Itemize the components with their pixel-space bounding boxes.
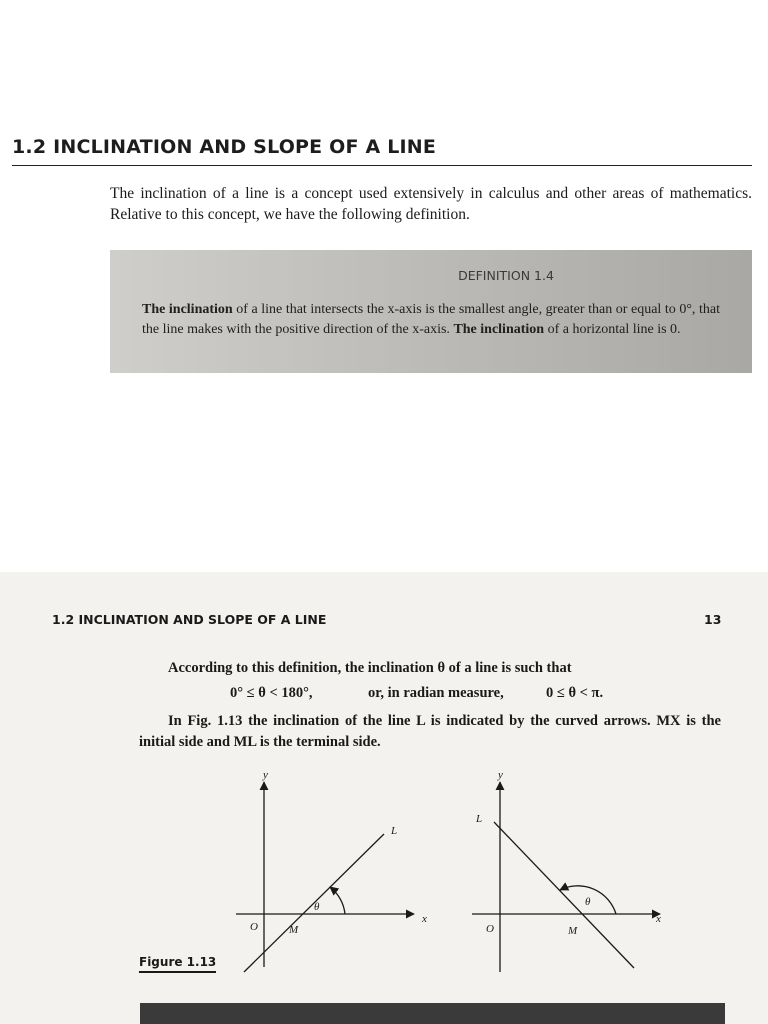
equation-connector: or, in radian measure, [368, 685, 504, 701]
definition-box [110, 250, 752, 373]
left-y-label: y [263, 769, 268, 781]
definition-body-1: of a line that intersects the x-axis is the smallest angle, greater than or equal to 0°, that the line makes with the positive direction of the x-axis. [142, 302, 720, 337]
figure-1-13 [0, 572, 768, 992]
right-diagram [472, 782, 660, 972]
left-line-label: L [391, 825, 398, 837]
intro-paragraph: The inclination of a line is a concept used extensively in calculus and other areas of mathematics. Relative to this concept, we have the following definition. [110, 185, 752, 223]
left-angle-arrow [330, 887, 345, 914]
section-title: 1.2 INCLINATION AND SLOPE OF A LINE [12, 136, 437, 158]
left-point-label: M [289, 924, 299, 936]
definition-body-2: of a horizontal line is 0. [544, 322, 681, 337]
paragraph-2: In Fig. 1.13 the inclination of the line L is indicated by the curved arrows. MX is the initial side and ML is the terminal side. [139, 713, 721, 750]
right-line-label: L [476, 813, 483, 825]
definition-text [142, 300, 720, 340]
left-angle-label: θ [314, 901, 320, 913]
left-x-label: x [422, 913, 427, 925]
left-diagram [236, 782, 414, 972]
right-point-label: M [568, 925, 578, 937]
next-page-edge [140, 1003, 725, 1024]
paragraph-1: According to this definition, the inclination θ of a line is such that [168, 660, 572, 676]
figure-label: Figure 1.13 [139, 955, 216, 973]
right-angle-label: θ [585, 896, 591, 908]
right-line-l [494, 822, 634, 968]
left-origin-label: O [250, 921, 258, 933]
definition-term: The inclination [142, 302, 233, 317]
running-head: 1.2 INCLINATION AND SLOPE OF A LINE [52, 612, 327, 627]
right-y-label: y [498, 769, 503, 781]
definition-term-2: The inclination [453, 322, 545, 337]
definition-heading: DEFINITION 1.4 [458, 268, 554, 283]
section-rule [12, 165, 752, 166]
equation-degrees: 0° ≤ θ < 180°, [230, 685, 313, 701]
right-x-label: x [656, 913, 661, 925]
right-origin-label: O [486, 923, 494, 935]
page-number: 13 [704, 612, 722, 627]
equation-radians: 0 ≤ θ < π. [546, 685, 604, 701]
